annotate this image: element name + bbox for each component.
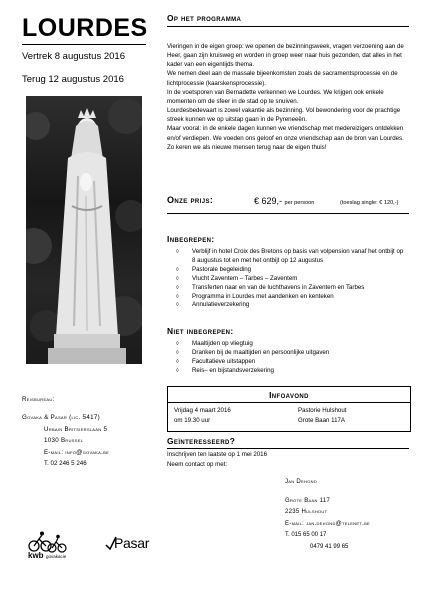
list-item: ◊ Annulatieverzekering	[176, 301, 250, 309]
programma-divider	[167, 26, 409, 27]
price-value	[254, 196, 314, 206]
list-item: ◊ Facultatieve uitstappen	[176, 357, 256, 365]
agency-email[interactable]: E-mail: info@govaka.be	[44, 448, 110, 456]
contact-name: Jan Dehond	[285, 479, 318, 485]
diamond-bullet-icon: ◊	[176, 302, 179, 309]
diamond-bullet-icon: ◊	[176, 349, 179, 356]
programma-heading: Op het programma	[167, 13, 242, 23]
diamond-bullet-icon: ◊	[176, 284, 179, 291]
list-item: ◊ Maaltijden op vliegtuig	[176, 340, 253, 347]
contact-prompt: Neem contact op met:	[167, 461, 228, 468]
diamond-bullet-icon: ◊	[176, 266, 179, 273]
list-item: ◊ Verblijf in hotel Croix des Bretons op basis van volpension vanaf het ontbijt op 8 augustus tot en met het ontbijt op 12 augustus	[176, 248, 404, 264]
agency-street: Urbain Britsierslaan 5	[44, 425, 108, 433]
list-item: ◊ Reis– en bijstandsverzekering	[176, 366, 274, 374]
niet-inbegrepen-list	[172, 340, 408, 376]
list-item: ◊ Pastorale begeleiding	[176, 265, 252, 273]
kwb-logo-text: kwb	[28, 551, 44, 560]
inbegrepen-list	[172, 248, 408, 310]
list-item: ◊ Programma in Lourdes met aandenken en kenteken	[176, 292, 334, 300]
contact-city: 2235 Hulshout	[285, 509, 328, 515]
programma-paragraph: In de voetsporen van Bernadette verkennen we Lourdes. We krijgen ook enkele momenten om de sfeer in de stad op te snuiven.	[167, 88, 384, 105]
agency-heading: Reisbureau:	[22, 396, 55, 403]
agency-name: Govaka & Pasar (lic. 5417)	[22, 414, 100, 422]
registration-info	[167, 450, 267, 470]
contact-street: Grote Baan 117	[285, 497, 331, 504]
registration-deadline: Inschrijven ten laatste op 1 mei 2016	[167, 451, 268, 458]
list-item: ◊ Vlucht Zaventem – Tarbes – Zaventem	[176, 274, 298, 282]
pasar-logo-text: Pasar	[114, 535, 150, 551]
infoavond-box	[167, 386, 411, 432]
infoavond-address: Grote Baan 117A	[298, 417, 345, 424]
infoavond-heading: Infoavond	[269, 390, 309, 400]
list-item: ◊ Transferten naar en van de luchthavens in Zaventem en Tarbes	[176, 283, 365, 291]
diamond-bullet-icon: ◊	[176, 367, 179, 374]
diamond-bullet-icon: ◊	[176, 358, 179, 365]
travel-agency-block	[22, 394, 109, 469]
inbegrepen-heading: Inbegrepen:	[167, 234, 215, 244]
infoavond-time: om 19.30 uur	[174, 417, 211, 424]
diamond-bullet-icon: ◊	[176, 293, 179, 300]
diamond-bullet-icon: ◊	[176, 341, 179, 347]
price-label: Onze prijs:	[167, 195, 214, 205]
diamond-bullet-icon: ◊	[176, 249, 179, 255]
programma-paragraph: Vieringen in de eigen groep: we openen de bezinningsweek, vragen verzoening aan de Heer, gaan zijn kruisweg en worden in groep weer naar huis gezonden, dat alles in het kader van een eigentijds thema.	[167, 43, 404, 69]
infoavond-date: Vrijdag 4 maart 2016	[174, 407, 231, 414]
agency-city: 1030 Brussel	[44, 437, 84, 445]
list-item: ◊ Dranken bij de maaltijden en persoonlijke uitgaven	[176, 348, 330, 356]
interest-divider	[167, 448, 409, 449]
contact-email[interactable]: E-mail: jan.dehond@telenet.be	[285, 520, 371, 527]
programma-text	[167, 42, 407, 152]
kwb-logo-subtext: govakacie	[46, 554, 67, 559]
price-per: per persoon	[284, 200, 315, 206]
contact-phone: T. 015 65 00 17	[285, 532, 327, 538]
title-divider	[22, 44, 146, 45]
price-divider	[167, 213, 409, 214]
niet-inbegrepen-heading: Niet inbegrepen:	[167, 326, 234, 336]
agency-phone: T. 02 246 5 246	[44, 460, 87, 468]
contact-block	[285, 477, 370, 553]
page-title: LOURDES	[22, 14, 148, 42]
programma-paragraph: Maar vooral: in de enkele dagen kunnen we vriendschap met medereizigers ontdekken en/of verdiepen. We voeden ons geloof en onze vriendschap aan de bron van Lourdes.	[167, 125, 404, 142]
programma-paragraph: Lourdesbedevaart is zowel vakantie als bezinning. Vol bewondering voor de prachtige streek kunnen we op uitstap gaan in de Pyreneeën.	[167, 107, 401, 124]
contact-mobile: 0479 41 99 65	[310, 543, 349, 550]
price-amount: € 629,-	[254, 196, 283, 206]
madonna-statue-photo	[26, 96, 142, 364]
departure-date: Vertrek 8 augustus 2016	[22, 51, 125, 62]
programma-paragraph: We nemen deel aan de massale bijeenkomsten zoals de sacramentsprocessie en de lichtprocessie (kaarskensprocessie).	[167, 70, 398, 87]
programma-paragraph: Zo keren we als nieuwe mensen terug naar de eigen thuis!	[167, 143, 327, 151]
diamond-bullet-icon: ◊	[176, 275, 179, 282]
infoavond-divider	[168, 402, 410, 403]
return-date: Terug 12 augustus 2016	[22, 74, 124, 85]
infoavond-place: Pastorie Hulshout	[298, 407, 347, 414]
price-single-note: (toeslag single: € 120,-)	[340, 200, 399, 206]
interest-heading: Geïnteresseerd?	[167, 436, 236, 446]
